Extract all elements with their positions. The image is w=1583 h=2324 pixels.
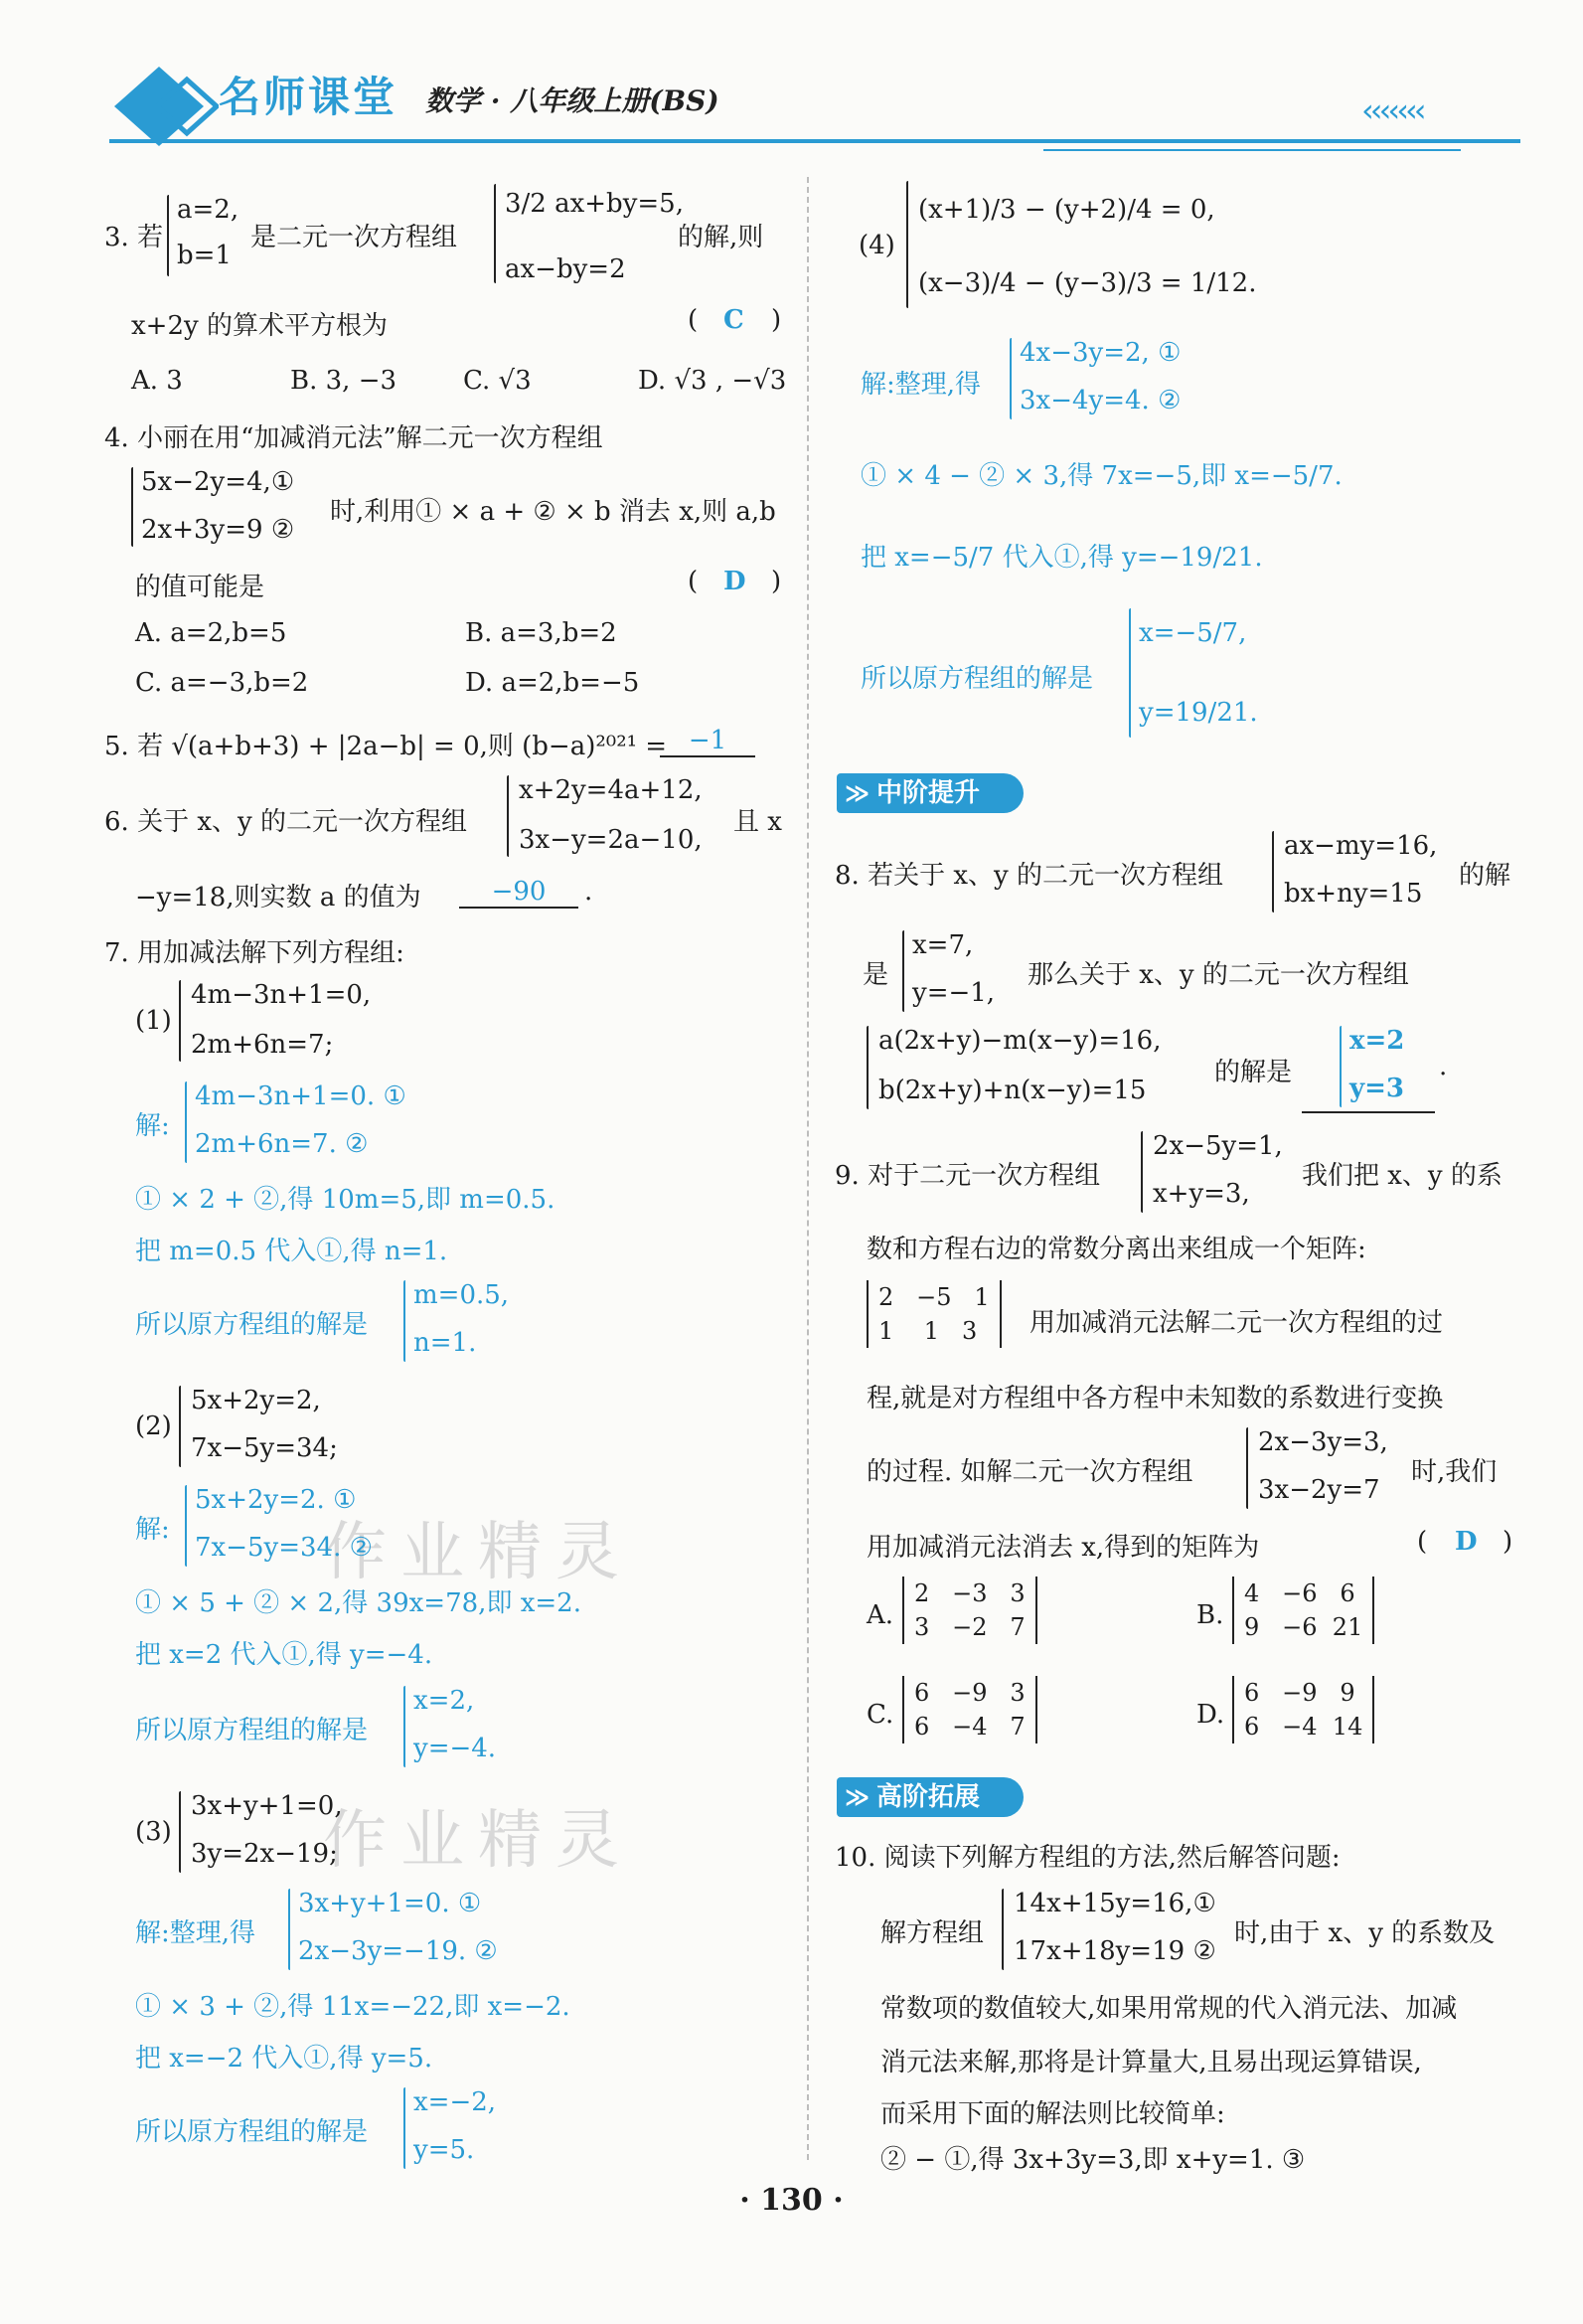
section-title: 中阶提升 bbox=[876, 778, 981, 808]
q10-stem: 10. 阅读下列解方程组的方法,然后解答问题: bbox=[835, 1843, 1341, 1873]
q3-option: A. 3 bbox=[131, 366, 183, 396]
q9-stem: 9. 对于二元一次方程组 bbox=[835, 1161, 1101, 1191]
q10-equation: 14x+15y=16,① bbox=[1014, 1889, 1216, 1918]
brace bbox=[494, 184, 496, 283]
q4-answer: D bbox=[723, 567, 746, 596]
q3-stem: 的解,则 bbox=[678, 223, 764, 252]
column-divider bbox=[807, 177, 809, 2160]
q8-answer: x=2 bbox=[1349, 1026, 1405, 1056]
section-banner-mid bbox=[837, 773, 1024, 813]
q4-option: B. a=3,b=2 bbox=[465, 618, 617, 648]
q10-stem: 而采用下面的解法则比较简单: bbox=[880, 2099, 1225, 2129]
q4-stem: 时,利用① × a + ② × b 消去 x,则 a,b bbox=[330, 497, 776, 527]
solution-label: 解: bbox=[135, 1515, 170, 1545]
q3-stem: 是二元一次方程组 bbox=[250, 223, 458, 252]
matrix bbox=[1232, 1676, 1374, 1743]
q3-condition: a=2, bbox=[177, 195, 239, 225]
q9-equation: 2x−5y=1, bbox=[1153, 1131, 1283, 1161]
matrix-row: 9 −6 21 bbox=[1244, 1613, 1363, 1641]
q8-equation: b(2x+y)+n(x−y)=15 bbox=[878, 1076, 1147, 1105]
q7-part-label: (1) bbox=[135, 1006, 172, 1036]
solution-result: x=−2, bbox=[413, 2087, 497, 2117]
matrix bbox=[867, 1280, 1002, 1348]
matrix bbox=[1232, 1577, 1374, 1644]
solution-label: 解:整理,得 bbox=[135, 1918, 256, 1948]
q9-stem: 我们把 x、y 的系 bbox=[1302, 1161, 1503, 1191]
answer-paren: ) bbox=[771, 567, 782, 596]
q9-stem: 时,我们 bbox=[1411, 1457, 1498, 1487]
solution-step: 4x−3y=2, ① bbox=[1020, 338, 1182, 368]
brace bbox=[403, 1686, 405, 1767]
solution-step: 把 x=−5/7 代入①,得 y=−19/21. bbox=[861, 543, 1263, 573]
solution-result: n=1. bbox=[413, 1328, 477, 1358]
q8-equation: bx+ny=15 bbox=[1284, 879, 1423, 909]
q10-stem: ② − ①,得 3x+3y=3,即 x+y=1. ③ bbox=[880, 2145, 1306, 2175]
solution-label: 解:整理,得 bbox=[861, 370, 982, 400]
brace bbox=[906, 181, 908, 308]
q6-equation: x+2y=4a+12, bbox=[519, 775, 703, 805]
q3-stem: 3. 若 bbox=[104, 223, 164, 252]
solution-step: 2m+6n=7. ② bbox=[195, 1129, 369, 1159]
q4-option: C. a=−3,b=2 bbox=[135, 668, 309, 698]
solution-result: x=−5/7, bbox=[1139, 618, 1247, 648]
q4-equation: 5x−2y=4,① bbox=[141, 467, 295, 497]
watermark: 作业精灵 bbox=[323, 1516, 633, 1589]
q10-stem: 解方程组 bbox=[880, 1918, 985, 1948]
matrix-row: 6 −4 7 bbox=[914, 1713, 1026, 1741]
answer-paren: ) bbox=[1503, 1527, 1513, 1557]
q3-option: B. 3, −3 bbox=[290, 366, 397, 396]
brace bbox=[179, 1791, 181, 1873]
subject-label: 数学 · 八年级上册(BS) bbox=[425, 84, 719, 117]
brace bbox=[1010, 338, 1012, 419]
q10-equation: 17x+18y=19 ② bbox=[1014, 1936, 1216, 1966]
solution-step: 把 x=−2 代入①,得 y=5. bbox=[135, 2044, 433, 2074]
brace bbox=[507, 775, 509, 857]
q8-equation: a(2x+y)−m(x−y)=16, bbox=[878, 1026, 1162, 1056]
answer-paren: ( bbox=[688, 567, 699, 596]
q3-option: C. √3 bbox=[463, 366, 532, 396]
solution-step: 3x+y+1=0. ① bbox=[298, 1889, 482, 1918]
brace bbox=[185, 1081, 187, 1163]
q7-equation: 2m+6n=7; bbox=[191, 1030, 334, 1060]
solution-step: 把 m=0.5 代入①,得 n=1. bbox=[135, 1237, 448, 1266]
q8-stem: 的解是 bbox=[1214, 1058, 1293, 1087]
solution-step: 4m−3n+1=0. ① bbox=[195, 1081, 406, 1111]
brace bbox=[902, 930, 904, 1012]
q6-stem: 且 x bbox=[733, 807, 782, 837]
chevron-right-icon: ≫ bbox=[845, 1783, 871, 1811]
q9-equation: 2x−3y=3, bbox=[1258, 1427, 1388, 1457]
solution-step: ① × 5 + ② × 2,得 39x=78,即 x=2. bbox=[135, 1588, 581, 1618]
section-title: 高阶拓展 bbox=[876, 1782, 981, 1812]
matrix-row: 6 −9 9 bbox=[1244, 1679, 1355, 1707]
q9-option-label: B. bbox=[1196, 1600, 1224, 1630]
q5-stem: 5. 若 √(a+b+3) + |2a−b| = 0,则 (b−a)²⁰²¹ = bbox=[104, 732, 668, 761]
matrix-row: 6 −9 3 bbox=[914, 1679, 1026, 1707]
q7-equation: 4m−3n+1=0, bbox=[191, 980, 372, 1010]
q3-equation: ax−by=2 bbox=[505, 254, 626, 284]
matrix-row: 1 1 3 bbox=[878, 1317, 978, 1345]
solution-result: y=5. bbox=[413, 2135, 475, 2165]
solution-step: 所以原方程组的解是 bbox=[135, 2117, 369, 2147]
q7-part-label: (3) bbox=[135, 1817, 172, 1847]
q9-stem: 用加减消元法消去 x,得到的矩阵为 bbox=[867, 1533, 1260, 1563]
q4-equation: 2x+3y=9 ② bbox=[141, 515, 295, 545]
header-rule bbox=[109, 139, 1520, 143]
q7-part-label: (4) bbox=[859, 231, 895, 260]
q5-answer: −1 bbox=[660, 726, 755, 757]
brand-title: 名师课堂 bbox=[219, 73, 398, 121]
brace bbox=[1246, 1427, 1248, 1509]
solution-step: 5x+2y=2. ① bbox=[195, 1485, 357, 1515]
q6-stem: 6. 关于 x、y 的二元一次方程组 bbox=[104, 807, 467, 837]
q4-option: A. a=2,b=5 bbox=[135, 618, 287, 648]
q6-stem: −y=18,则实数 a 的值为 bbox=[135, 883, 421, 913]
q7-equation: 3y=2x−19; bbox=[191, 1839, 338, 1869]
matrix bbox=[902, 1676, 1037, 1743]
solution-step: 所以原方程组的解是 bbox=[135, 1716, 369, 1745]
solution-step: 3x−4y=4. ② bbox=[1020, 386, 1182, 415]
q9-equation: x+y=3, bbox=[1153, 1179, 1250, 1209]
q9-equation: 3x−2y=7 bbox=[1258, 1475, 1380, 1505]
q8-stem: 那么关于 x、y 的二元一次方程组 bbox=[1028, 960, 1409, 990]
brace bbox=[179, 980, 181, 1062]
answer-paren: ( bbox=[688, 305, 699, 335]
q3-answer: C bbox=[723, 305, 744, 335]
q10-stem: 消元法来解,那将是计算量大,且易出现运算错误, bbox=[880, 2048, 1422, 2077]
matrix-row: 2 −3 3 bbox=[914, 1579, 1026, 1607]
brace bbox=[1141, 1131, 1143, 1213]
matrix-row: 6 −4 14 bbox=[1244, 1713, 1363, 1741]
brace bbox=[167, 195, 169, 276]
q3-condition: b=1 bbox=[177, 241, 232, 270]
matrix-row: 3 −2 7 bbox=[914, 1613, 1026, 1641]
q7-title: 7. 用加减法解下列方程组: bbox=[104, 938, 404, 968]
matrix bbox=[902, 1577, 1037, 1644]
brace bbox=[288, 1889, 290, 1970]
q7-equation: (x−3)/4 − (y−3)/3 = 1/12. bbox=[918, 268, 1257, 298]
q7-part-label: (2) bbox=[135, 1411, 172, 1441]
solution-step: 所以原方程组的解是 bbox=[135, 1310, 369, 1340]
logo-diamond-icon bbox=[109, 62, 219, 151]
matrix-row: 2 −5 1 bbox=[878, 1283, 990, 1311]
section-banner-high bbox=[837, 1777, 1024, 1817]
q9-stem: 用加减消元法解二元一次方程组的过 bbox=[1029, 1308, 1444, 1338]
q7-equation: 5x+2y=2, bbox=[191, 1386, 321, 1415]
solution-result: y=−4. bbox=[413, 1734, 497, 1763]
answer-paren: ) bbox=[771, 305, 782, 335]
q8-stem: 8. 若关于 x、y 的二元一次方程组 bbox=[835, 861, 1223, 891]
brace bbox=[403, 2087, 405, 2169]
q9-stem: 程,就是对方程组中各方程中未知数的系数进行变换 bbox=[867, 1384, 1444, 1413]
solution-step: 把 x=2 代入①,得 y=−4. bbox=[135, 1640, 433, 1670]
q8-equation: ax−my=16, bbox=[1284, 831, 1438, 861]
q9-option-label: C. bbox=[867, 1700, 894, 1730]
chevron-decoration-icon: ‹‹‹‹‹‹‹ bbox=[1361, 91, 1423, 129]
solution-step: 2x−3y=−19. ② bbox=[298, 1936, 498, 1966]
solution-result: x=2, bbox=[413, 1686, 475, 1716]
q8-condition: y=−1, bbox=[912, 978, 996, 1008]
q10-stem: 常数项的数值较大,如果用常规的代入消元法、加减 bbox=[880, 1994, 1458, 2024]
brace bbox=[1272, 831, 1274, 913]
page-number: · 130 · bbox=[739, 2183, 844, 2218]
q9-answer: D bbox=[1455, 1527, 1478, 1557]
brace bbox=[131, 467, 133, 547]
q8-stem: 是 bbox=[863, 960, 889, 990]
page-header bbox=[109, 62, 1520, 153]
brace bbox=[403, 1280, 405, 1362]
q7-equation: (x+1)/3 − (y+2)/4 = 0, bbox=[918, 195, 1215, 225]
brace bbox=[185, 1485, 187, 1567]
q8-condition: x=7, bbox=[912, 930, 974, 960]
brace bbox=[1129, 608, 1131, 738]
q7-equation: 7x−5y=34; bbox=[191, 1433, 338, 1463]
header-rule-secondary bbox=[1043, 149, 1461, 151]
q6-answer: −90 bbox=[459, 877, 578, 909]
solution-step: ① × 3 + ②,得 11x=−22,即 x=−2. bbox=[135, 1992, 570, 2022]
q3-equation: 3/2 ax+by=5, bbox=[505, 189, 684, 219]
q3-stem: x+2y 的算术平方根为 bbox=[131, 311, 388, 341]
q6-equation: 3x−y=2a−10, bbox=[519, 825, 703, 855]
q8-answer: y=3 bbox=[1349, 1074, 1404, 1103]
q4-stem: 4. 小丽在用“加减消元法”解二元一次方程组 bbox=[104, 423, 603, 453]
matrix-row: 4 −6 6 bbox=[1244, 1579, 1355, 1607]
brace bbox=[867, 1026, 869, 1109]
brace bbox=[1340, 1026, 1342, 1107]
q3-option: D. √3 , −√3 bbox=[638, 366, 787, 396]
q4-stem: 的值可能是 bbox=[135, 573, 265, 602]
q7-equation: 3x+y+1=0, bbox=[191, 1791, 343, 1821]
q9-stem: 的过程. 如解二元一次方程组 bbox=[867, 1457, 1193, 1487]
answer-paren: ( bbox=[1417, 1527, 1428, 1557]
brace bbox=[1002, 1889, 1004, 1970]
watermark: 作业精灵 bbox=[323, 1804, 633, 1878]
q8-stem: 的解 bbox=[1459, 861, 1511, 891]
solution-step: ① × 4 − ② × 3,得 7x=−5,即 x=−5/7. bbox=[861, 461, 1343, 491]
answer-underline bbox=[1302, 1111, 1435, 1113]
brace bbox=[179, 1386, 181, 1467]
solution-label: 解: bbox=[135, 1111, 170, 1141]
q4-option: D. a=2,b=−5 bbox=[465, 668, 640, 698]
solution-step: 7x−5y=34. ② bbox=[195, 1533, 373, 1563]
solution-step: 所以原方程组的解是 bbox=[861, 664, 1094, 694]
solution-step: ① × 2 + ②,得 10m=5,即 m=0.5. bbox=[135, 1185, 555, 1215]
q10-stem: 时,由于 x、y 的系数及 bbox=[1234, 1918, 1496, 1948]
solution-result: y=19/21. bbox=[1139, 698, 1258, 728]
chevron-right-icon: ≫ bbox=[845, 779, 871, 807]
solution-result: m=0.5, bbox=[413, 1280, 510, 1310]
q9-option-label: D. bbox=[1196, 1700, 1225, 1730]
q9-stem: 数和方程右边的常数分离出来组成一个矩阵: bbox=[867, 1235, 1366, 1264]
q9-option-label: A. bbox=[867, 1600, 894, 1630]
